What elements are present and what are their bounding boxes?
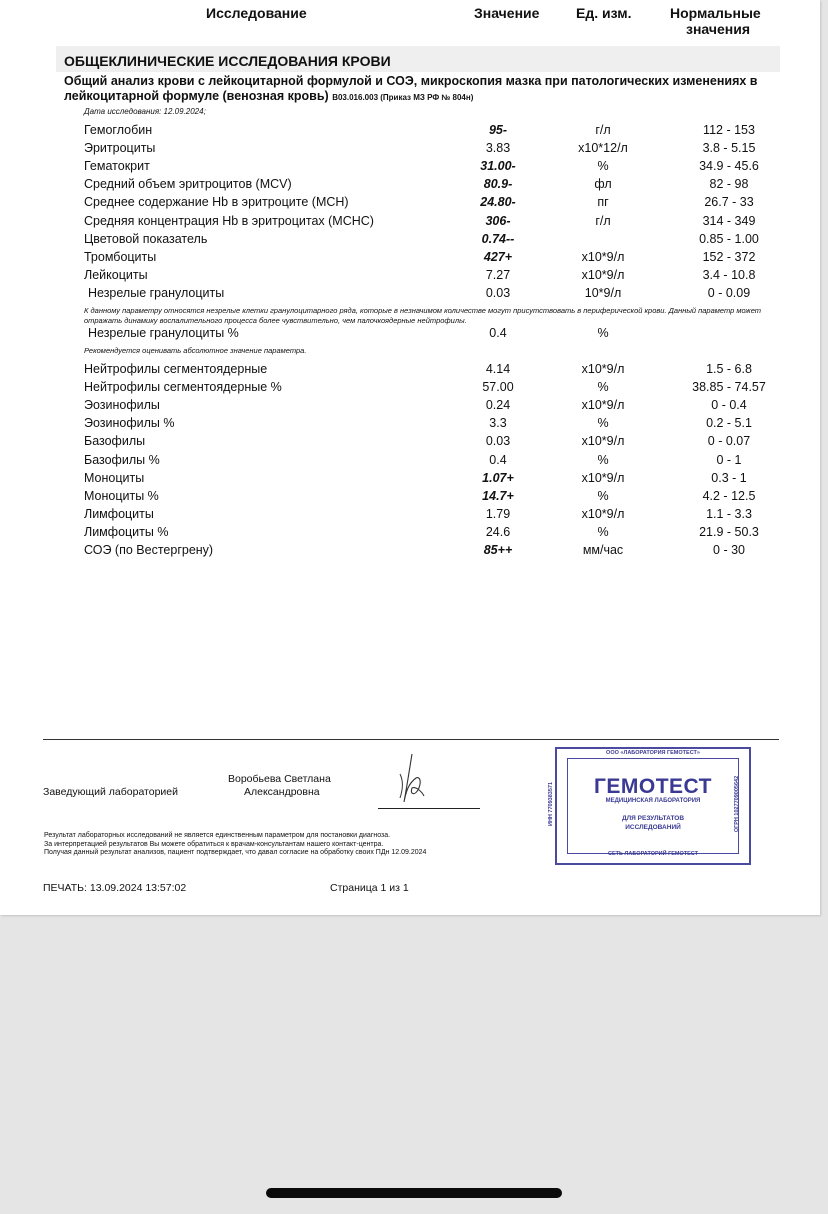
row-unit: пг [597, 195, 609, 210]
row-norm: 3.8 - 5.15 [702, 141, 756, 156]
table-row [0, 543, 820, 561]
row-unit: x10*9/л [581, 506, 625, 521]
row-name: Нейтрофилы сегментоядерные [84, 362, 268, 376]
row-value: 306- [485, 213, 511, 228]
row-unit: x10*12/л [578, 141, 628, 156]
table-row [0, 250, 820, 268]
table-row [0, 141, 820, 159]
header-unit: Ед. изм. [576, 5, 632, 21]
row-name: Гемоглобин [84, 123, 153, 137]
row-name: Средняя концентрация Hb в эритроцитах (MCHC) [84, 213, 374, 228]
row-value: 24.80- [480, 195, 516, 210]
row-value: 0.4 [489, 326, 507, 340]
row-norm: 1.1 - 3.3 [706, 506, 752, 521]
disclaimer-line-1: Результат лабораторных исследований не является единственным параметром для постановки диагноза. [44, 832, 391, 839]
table-row [0, 471, 820, 489]
head-name-1: Воробьева Светлана [228, 773, 331, 785]
row-norm: 0 - 0.4 [711, 398, 747, 413]
row-unit: % [597, 452, 609, 467]
row-norm: 38.85 - 74.57 [692, 380, 766, 395]
row-norm: 0 - 30 [713, 543, 745, 557]
row-value: 0.03 [485, 434, 511, 449]
row-unit: x10*9/л [581, 362, 625, 376]
table-row [0, 326, 820, 344]
lab-stamp [548, 747, 751, 865]
row-name: Базофилы % [84, 452, 160, 467]
row-name: Базофилы [84, 434, 146, 449]
row-norm: 82 - 98 [709, 177, 749, 192]
row-value: 1.07+ [482, 470, 514, 485]
note-absolute-value: Рекомендуется оценивать абсолютное значение параметра. [84, 346, 307, 355]
row-value: 1.79 [485, 506, 511, 521]
row-norm: 1.5 - 6.8 [706, 362, 752, 376]
row-value: 57.00 [482, 380, 514, 395]
table-row [0, 159, 820, 177]
row-norm: 26.7 - 33 [704, 195, 754, 210]
row-name: Лимфоциты % [84, 524, 169, 539]
row-value: 85++ [483, 543, 513, 557]
table-row [0, 286, 820, 304]
row-norm: 0.85 - 1.00 [699, 231, 759, 246]
row-value: 24.6 [485, 524, 511, 539]
row-name: Гематокрит [84, 159, 150, 174]
subtitle-text: Общий анализ крови с лейкоцитарной формулой и СОЭ, микроскопия мазка при патологических изменениях в лейкоцитарной формуле (венозная кровь) [64, 74, 758, 103]
note-immature-granulocytes: К данному параметру относятся незрелые клетки гранулоцитарного ряда, которые в незначимом количестве могут присутствовать в периферической крови. Данный параметр может отражать динамику воспалительного процесса более чувствительно, чем палочкоядерные нейтрофилы. [84, 306, 762, 325]
table-row [0, 416, 820, 434]
table-row [0, 268, 820, 286]
stamp-inner-frame [567, 758, 739, 854]
signature-line [378, 808, 480, 809]
table-row [0, 453, 820, 471]
row-name: Лимфоциты [84, 506, 154, 521]
table-row [0, 489, 820, 507]
disclaimer [44, 832, 524, 858]
table-row [0, 398, 820, 416]
row-norm: 4.2 - 12.5 [702, 488, 756, 503]
row-unit: x10*9/л [581, 398, 625, 413]
row-unit: 10*9/л [584, 285, 622, 300]
row-name: Тромбоциты [84, 249, 157, 264]
row-unit: % [597, 159, 609, 174]
stamp-brand: ГЕМОТЕСТ [593, 775, 713, 798]
row-value: 427+ [483, 249, 513, 264]
stamp-right-text: ОГРН 1027709005642 [734, 775, 741, 833]
disclaimer-line-3: Получая данный результат анализов, пациент подтверждает, что давал согласие на обработку своих ПДн 12.09.2024 [44, 849, 427, 856]
header-value: Значение [474, 5, 540, 21]
row-name: Эозинофилы % [84, 416, 175, 431]
stamp-brand-sub: МЕДИЦИНСКАЯ ЛАБОРАТОРИЯ [605, 798, 701, 804]
row-unit: фл [594, 177, 612, 192]
row-name: Нейтрофилы сегментоядерные % [84, 380, 282, 395]
row-unit: x10*9/л [581, 470, 625, 485]
stamp-left-text: ИНН 7709383571 [548, 781, 555, 827]
row-value: 0.24 [485, 398, 511, 413]
row-norm: 0 - 1 [716, 452, 742, 467]
test-date: Дата исследования: 12.09.2024; [84, 107, 206, 116]
row-value: 3.3 [489, 416, 507, 431]
home-indicator[interactable] [266, 1188, 562, 1198]
row-norm: 3.4 - 10.8 [702, 267, 756, 282]
subtitle-code: B03.016.003 (Приказ МЗ РФ № 804н) [332, 93, 474, 102]
row-unit: мм/час [582, 543, 624, 557]
stamp-mid-1: ДЛЯ РЕЗУЛЬТАТОВ [621, 815, 685, 822]
stamp-mid-2: ИССЛЕДОВАНИЙ [625, 824, 681, 831]
row-norm: 152 - 372 [702, 249, 756, 264]
table-row [0, 123, 820, 141]
table-row [0, 214, 820, 232]
section-subtitle [64, 74, 780, 105]
row-unit: x10*9/л [581, 434, 625, 449]
disclaimer-line-2: За интерпретацией результатов Вы можете обратиться к врачам-консультантам нашего контакт-центра. [44, 840, 384, 848]
row-unit: x10*9/л [581, 267, 625, 282]
section-title: ОБЩЕКЛИНИЧЕСКИЕ ИССЛЕДОВАНИЯ КРОВИ [64, 53, 391, 69]
header-norm-1: Нормальные [670, 5, 761, 21]
row-norm: 0 - 0.07 [707, 434, 751, 449]
row-value: 95- [488, 123, 508, 137]
row-norm: 0.2 - 5.1 [706, 416, 752, 431]
row-unit: % [597, 416, 609, 431]
table-row [0, 177, 820, 195]
row-unit: г/л [595, 213, 611, 228]
row-unit: x10*9/л [581, 249, 625, 264]
row-name: Эритроциты [84, 141, 156, 156]
row-name: Эозинофилы [84, 398, 160, 413]
row-value: 3.83 [485, 141, 511, 156]
row-name: СОЭ (по Вестергрену) [84, 543, 214, 557]
print-timestamp: ПЕЧАТЬ: 13.09.2024 13:57:02 [43, 882, 187, 894]
table-row [0, 232, 820, 250]
row-name: Незрелые гранулоциты [88, 285, 225, 300]
row-unit: % [597, 380, 609, 395]
row-value: 0.03 [485, 285, 511, 300]
table-row [0, 507, 820, 525]
row-name: Средний объем эритроцитов (MCV) [84, 177, 292, 192]
row-unit: % [597, 488, 609, 503]
row-value: 7.27 [485, 267, 511, 282]
row-name: Моноциты [84, 470, 145, 485]
page-number: Страница 1 из 1 [330, 882, 409, 894]
row-unit: % [597, 326, 609, 340]
table-row [0, 362, 820, 380]
row-norm: 112 - 153 [703, 123, 755, 137]
row-norm: 21.9 - 50.3 [699, 524, 759, 539]
signature [394, 752, 440, 806]
table-row [0, 525, 820, 543]
head-name-2: Александровна [244, 786, 320, 798]
row-norm: 314 - 349 [702, 213, 756, 228]
row-value: 0.4 [489, 452, 507, 467]
header-test: Исследование [206, 5, 307, 21]
stamp-top-text: ООО «ЛАБОРАТОРИЯ ГЕМОТЕСТ» [606, 750, 700, 756]
table-row [0, 380, 820, 398]
table-row [0, 434, 820, 452]
row-norm: 34.9 - 45.6 [699, 159, 759, 174]
row-value: 0.74-- [481, 231, 515, 246]
row-name: Моноциты % [84, 488, 159, 503]
row-name: Лейкоциты [84, 267, 148, 282]
row-norm: 0 - 0.09 [707, 285, 751, 300]
row-unit: г/л [595, 123, 611, 137]
footer-divider [43, 739, 779, 740]
row-value: 4.14 [485, 362, 511, 376]
row-name: Цветовой показатель [84, 231, 208, 246]
row-name: Незрелые гранулоциты % [88, 326, 239, 340]
row-name: Среднее содержание Hb в эритроците (MCH) [84, 195, 349, 210]
row-value: 14.7+ [482, 488, 514, 503]
table-row [0, 195, 820, 213]
row-value: 80.9- [483, 177, 513, 192]
row-norm: 0.3 - 1 [711, 470, 747, 485]
row-value: 31.00- [480, 159, 516, 174]
head-label: Заведующий лабораторией [43, 786, 178, 798]
row-unit: % [597, 524, 609, 539]
header-norm-2: значения [686, 21, 750, 37]
stamp-bottom-text: СЕТЬ ЛАБОРАТОРИЙ ГЕМОТЕСТ [608, 851, 698, 857]
